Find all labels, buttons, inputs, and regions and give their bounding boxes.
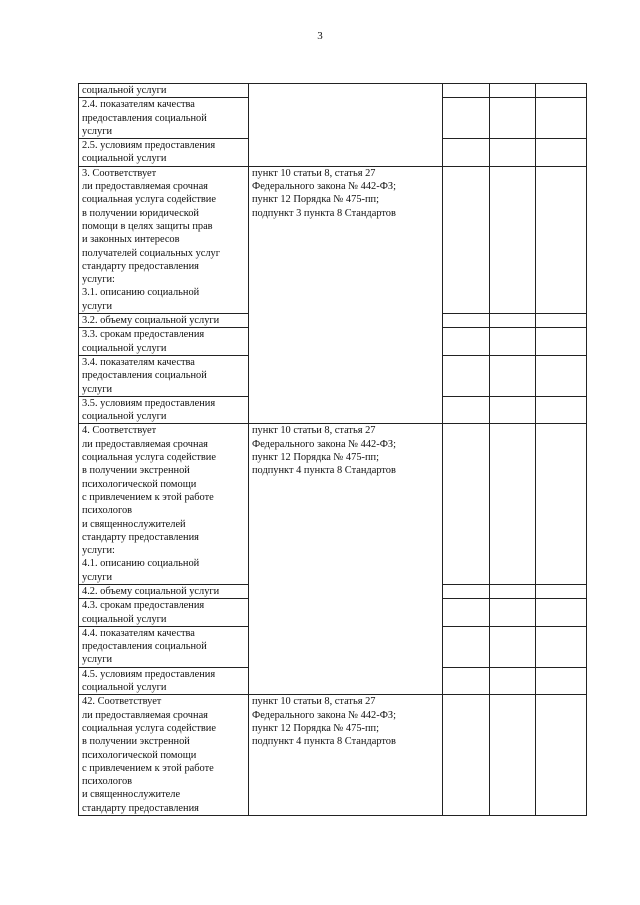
answer-no-cell — [490, 328, 536, 356]
note-cell — [536, 424, 587, 585]
note-cell — [536, 139, 587, 167]
answer-yes-cell — [443, 328, 490, 356]
question-cell: 2.5. условиям предоставления социальной услуги — [79, 139, 249, 167]
question-cell: социальной услуги — [79, 84, 249, 98]
answer-yes-cell — [443, 667, 490, 695]
question-cell: 3.4. показателям качества предоставления социальной услуги — [79, 355, 249, 396]
question-cell: 2.4. показателям качества предоставления социальной услуги — [79, 98, 249, 139]
answer-yes-cell — [443, 355, 490, 396]
table-row — [79, 84, 587, 98]
note-cell — [536, 355, 587, 396]
answer-yes-cell — [443, 599, 490, 627]
answer-no-cell — [490, 584, 536, 598]
note-cell — [536, 396, 587, 424]
note-cell — [536, 667, 587, 695]
answer-no-cell — [490, 396, 536, 424]
answer-yes-cell — [443, 166, 490, 313]
answer-no-cell — [490, 667, 536, 695]
table-row — [79, 166, 587, 313]
answer-no-cell — [490, 84, 536, 98]
answer-no-cell — [490, 98, 536, 139]
legal-basis-cell: пункт 10 статьи 8, статья 27 Федерального закона № 442-ФЗ; пункт 12 Порядка № 475-пп; подпункт 4 пункта 8 Стандартов — [249, 695, 443, 816]
answer-no-cell — [490, 626, 536, 667]
note-cell — [536, 599, 587, 627]
answer-yes-cell — [443, 98, 490, 139]
question-cell: 3. Соответствует ли предоставляемая срочная социальная услуга содействие в получении юридической помощи в целях защиты прав и законных интересов получателей социальных услуг стандарту предоставления услуги: 3.1. описанию социальной услуги — [79, 166, 249, 313]
answer-no-cell — [490, 424, 536, 585]
answer-yes-cell — [443, 424, 490, 585]
answer-yes-cell — [443, 396, 490, 424]
note-cell — [536, 98, 587, 139]
note-cell — [536, 626, 587, 667]
note-cell — [536, 166, 587, 313]
answer-no-cell — [490, 166, 536, 313]
note-cell — [536, 328, 587, 356]
question-cell: 4.2. объему социальной услуги — [79, 584, 249, 598]
answer-yes-cell — [443, 314, 490, 328]
answer-no-cell — [490, 355, 536, 396]
question-cell: 4.3. срокам предоставления социальной услуги — [79, 599, 249, 627]
question-cell: 3.5. условиям предоставления социальной услуги — [79, 396, 249, 424]
answer-yes-cell — [443, 139, 490, 167]
page-number: 3 — [317, 30, 323, 42]
table-row — [79, 424, 587, 585]
question-cell: 3.3. срокам предоставления социальной услуги — [79, 328, 249, 356]
answer-no-cell — [490, 314, 536, 328]
question-cell: 42. Соответствует ли предоставляемая срочная социальная услуга содействие в получении экстренной психологической помощи с привлечением к этой работе психологов и священнослужителе стандарту предоставления — [79, 695, 249, 816]
legal-basis-cell: пункт 10 статьи 8, статья 27 Федерального закона № 442-ФЗ; пункт 12 Порядка № 475-пп; подпункт 3 пункта 8 Стандартов — [249, 166, 443, 424]
answer-yes-cell — [443, 584, 490, 598]
question-cell: 4.4. показателям качества предоставления социальной услуги — [79, 626, 249, 667]
answer-no-cell — [490, 695, 536, 816]
checklist-table-body — [79, 84, 587, 816]
answer-no-cell — [490, 599, 536, 627]
legal-basis-cell: пункт 10 статьи 8, статья 27 Федерального закона № 442-ФЗ; пункт 12 Порядка № 475-пп; подпункт 4 пункта 8 Стандартов — [249, 424, 443, 695]
question-cell: 3.2. объему социальной услуги — [79, 314, 249, 328]
note-cell — [536, 584, 587, 598]
table-row — [79, 695, 587, 816]
question-cell: 4.5. условиям предоставления социальной услуги — [79, 667, 249, 695]
answer-yes-cell — [443, 626, 490, 667]
checklist-table — [78, 83, 587, 816]
answer-yes-cell — [443, 84, 490, 98]
note-cell — [536, 314, 587, 328]
legal-basis-cell — [249, 84, 443, 167]
note-cell — [536, 84, 587, 98]
question-cell: 4. Соответствует ли предоставляемая срочная социальная услуга содействие в получении экстренной психологической помощи с привлечением к этой работе психологов и священнослужителей стандарту предоставления услуги: 4.1. описанию социальной услуги — [79, 424, 249, 585]
note-cell — [536, 695, 587, 816]
answer-yes-cell — [443, 695, 490, 816]
answer-no-cell — [490, 139, 536, 167]
